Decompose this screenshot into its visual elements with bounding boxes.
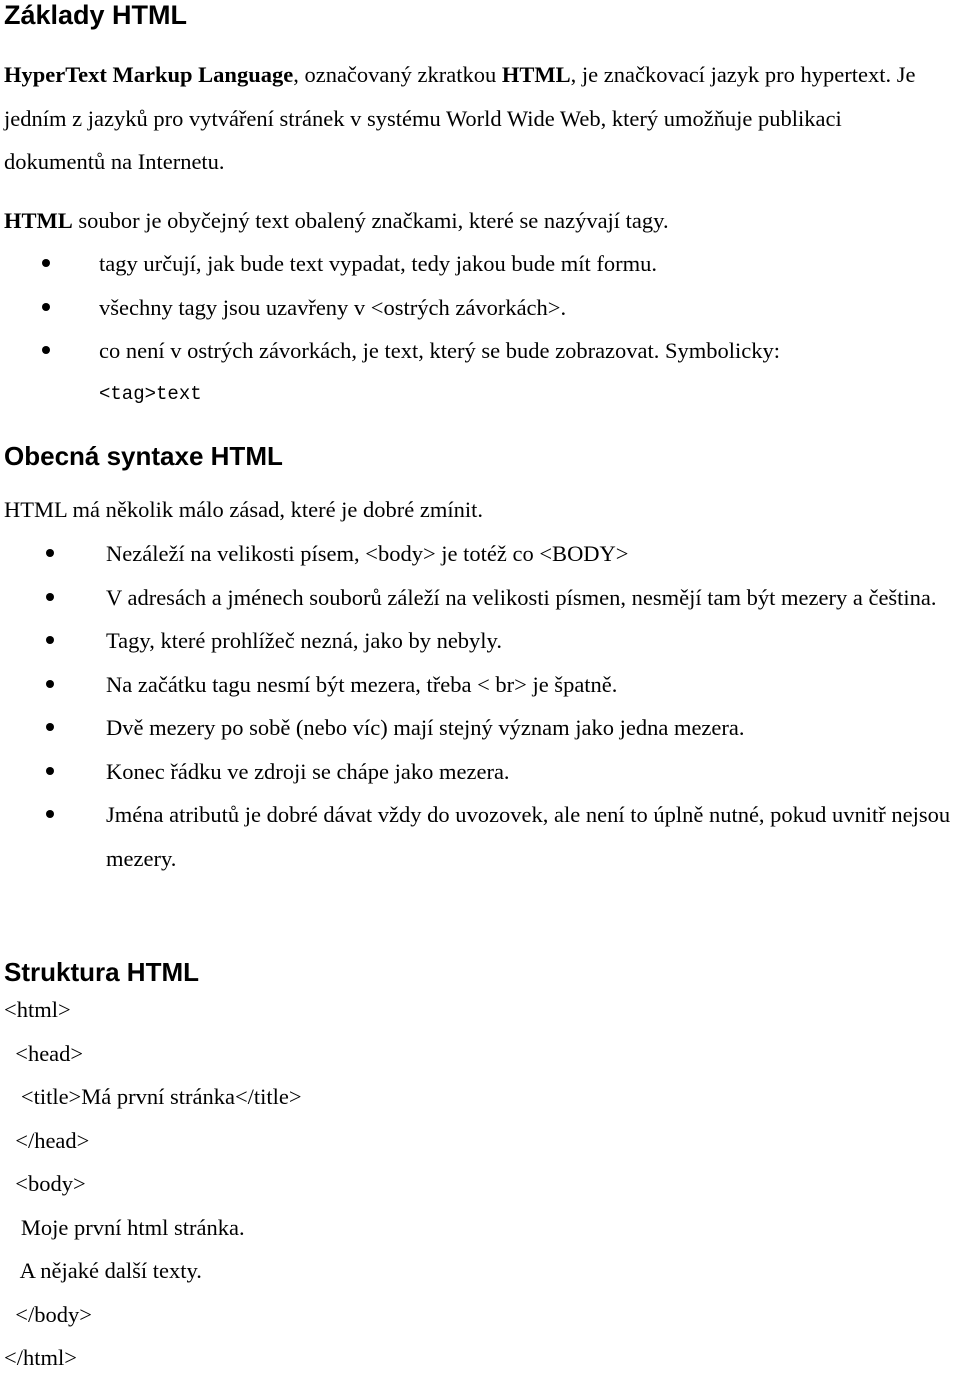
code-line: </html> (4, 1345, 77, 1370)
intro-text-1: , označovaný zkratkou (293, 62, 502, 87)
term-bold: HyperText Markup Language (4, 62, 294, 87)
bullet-icon (46, 723, 54, 731)
bullet-icon (46, 680, 54, 688)
heading-obecna-syntaxe: Obecná syntaxe HTML (4, 441, 283, 471)
intro-paragraph (4, 53, 944, 184)
intro-text-2: , je značkovací jazyk pro hypertext. Je jedním z jazyků pro vytváření stránek v systému World Wide Web, který umožňuje publikaci dokumentů na Internetu. (4, 62, 916, 174)
bullet-icon (46, 636, 54, 644)
list-item: co není v ostrých závorkách, je text, který se bude zobrazovat. Symbolicky: <tag>text (99, 329, 949, 416)
code-line: </head> (4, 1127, 90, 1153)
soubor-paragraph (4, 199, 944, 243)
syntax-bullet-list (106, 532, 956, 880)
bullet-icon (42, 303, 50, 311)
code-line: <html> (4, 997, 71, 1022)
bullet-icon (46, 549, 54, 557)
code-line: <head> (4, 1040, 84, 1066)
list-item: všechny tagy jsou uzavřeny v <ostrých závorkách>. (99, 286, 949, 330)
html-structure-code (4, 988, 302, 1380)
soubor-bold: HTML (4, 208, 73, 233)
bullet-icon (46, 767, 54, 775)
bullet-icon (46, 810, 54, 818)
heading-struktura-html: Struktura HTML (4, 957, 199, 987)
heading-zaklady-html: Základy HTML (4, 0, 188, 30)
tag-example-code: <tag>text (99, 382, 202, 405)
list-item: Jména atributů je dobré dávat vždy do uvozovek, ale není to úplně nutné, pokud uvnitř nejsou mezery. (106, 793, 956, 880)
bullet-icon (46, 593, 54, 601)
bullet-icon (42, 259, 50, 267)
tag-bullet-list (99, 242, 949, 416)
code-line: Moje první html stránka. (4, 1214, 245, 1240)
list-item: Nezáleží na velikosti písem, <body> je totéž co <BODY> (106, 532, 956, 576)
list-item: tagy určují, jak bude text vypadat, tedy jakou bude mít formu. (99, 242, 949, 286)
syntaxe-intro: HTML má několik málo zásad, které je dobré zmínit. (4, 497, 484, 522)
soubor-text: soubor je obyčejný text obalený značkami, které se nazývají tagy. (72, 208, 669, 233)
list-item: Na začátku tagu nesmí být mezera, třeba < br> je špatně. (106, 663, 956, 707)
code-line: <body> (4, 1171, 86, 1196)
bullet-icon (42, 346, 50, 354)
list-item: Dvě mezery po sobě (nebo víc) mají stejný význam jako jedna mezera. (106, 706, 956, 750)
code-line: </body> (4, 1301, 92, 1327)
list-item: V adresách a jménech souborů záleží na velikosti písmen, nesmějí tam být mezery a čeština. (106, 576, 956, 620)
abbr-bold: HTML (501, 62, 571, 87)
list-item: Konec řádku ve zdroji se chápe jako mezera. (106, 750, 956, 794)
code-line: <title>Má první stránka</title> (4, 1084, 302, 1109)
code-line: A nějaké další texty. (4, 1258, 202, 1283)
list-item: Tagy, které prohlížeč nezná, jako by nebyly. (106, 619, 956, 663)
